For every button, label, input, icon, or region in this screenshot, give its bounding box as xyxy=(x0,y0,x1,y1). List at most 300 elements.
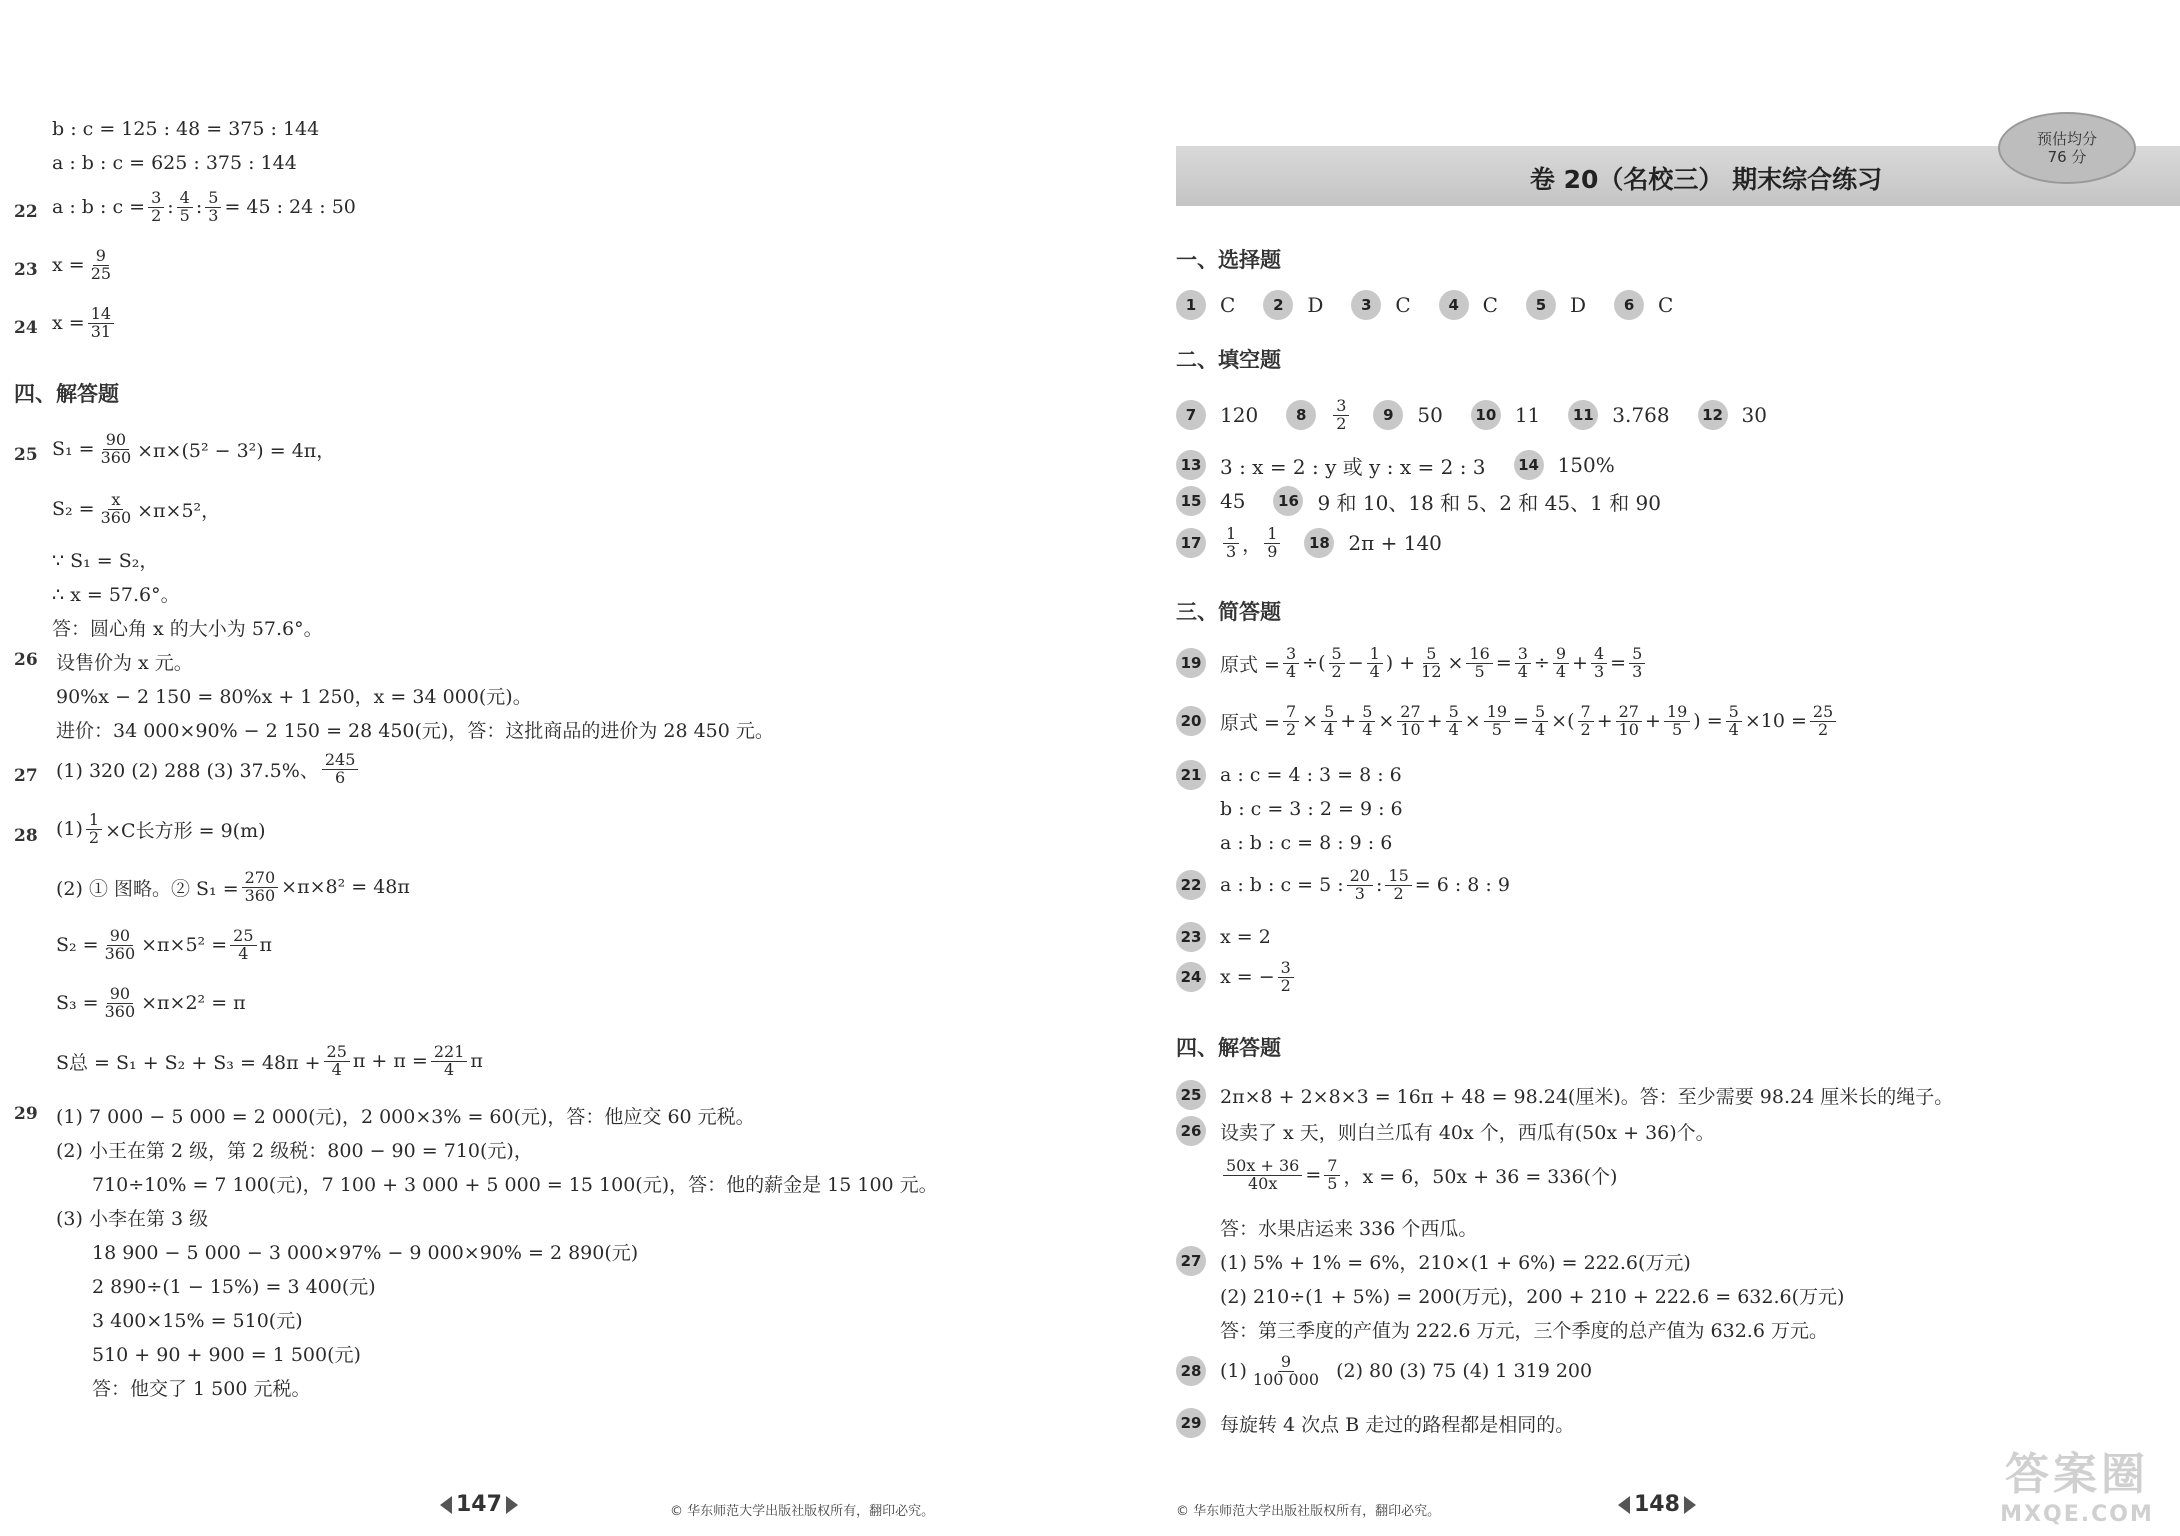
numerator: 5 xyxy=(1359,704,1375,722)
answer-text: D xyxy=(1307,293,1324,317)
answer-text: ×π×2² = π xyxy=(141,992,246,1015)
numerator: 3 xyxy=(1278,960,1294,978)
numerator: 5 xyxy=(1321,704,1337,722)
fraction xyxy=(1223,526,1239,561)
answer-text: S总 = S₁ + S₂ + S₃ = 48π + xyxy=(56,1051,321,1074)
answer-text: b : c = 125 : 48 = 375 : 144 xyxy=(52,118,320,140)
answer-text: ×π×5²， xyxy=(137,499,221,522)
numerator: 9 xyxy=(1553,646,1569,664)
triangle-right-icon xyxy=(506,1496,518,1514)
denominator: 2 xyxy=(1280,975,1291,995)
answer-text: (2) 小王在第 2 级，第 2 级税：800 − 90 = 710(元)， xyxy=(56,1140,533,1162)
answer-text: 每旋转 4 次点 B 走过的路程都是相同的。 xyxy=(1220,1413,1575,1436)
fraction xyxy=(148,190,164,225)
fill-row-17-18 xyxy=(1176,526,1470,561)
fraction xyxy=(102,986,139,1021)
numerator: 270 xyxy=(242,870,279,888)
numerator: 1 xyxy=(1367,646,1383,664)
denominator: 2 xyxy=(1580,719,1591,739)
numerator: 27 xyxy=(1616,704,1642,722)
numerator: 5 xyxy=(1446,704,1462,722)
denominator: 360 xyxy=(244,885,276,905)
answer-line-26b xyxy=(1220,1158,1617,1193)
answer-line-19 xyxy=(1176,646,1648,681)
answer-line xyxy=(1220,1214,1477,1241)
question-number: 19 xyxy=(1176,648,1206,678)
answer-text: 进价：34 000×90% − 2 150 = 28 450(元)，答：这批商品的进价为 28 450 元。 xyxy=(56,720,774,742)
denominator: 4 xyxy=(1448,719,1459,739)
denominator: 4 xyxy=(1369,661,1380,681)
denominator: 25 xyxy=(90,263,112,283)
question-number: 29 xyxy=(14,1104,38,1124)
answer-line xyxy=(56,648,193,675)
denominator: 2 xyxy=(1336,413,1347,433)
colon: : xyxy=(195,196,203,219)
answer-line xyxy=(1220,1282,1844,1309)
answer-line-27 xyxy=(56,752,361,787)
denominator: 4 xyxy=(444,1059,455,1079)
answer-line-24 xyxy=(1176,960,1297,995)
answer-text: a : b : c = 5 : xyxy=(1220,874,1344,897)
denominator: 5 xyxy=(1491,719,1502,739)
numerator: 14 xyxy=(88,306,114,324)
answer-line xyxy=(92,1306,303,1333)
choice-answers xyxy=(1176,290,1701,320)
answer-text: 710÷10% = 7 100(元)，7 100 + 3 000 + 5 000 = 15 100(元)，答：他的薪金是 15 100 元。 xyxy=(92,1174,938,1196)
answer-text: 答：圆心角 x 的大小为 57.6°。 xyxy=(52,618,323,640)
numerator: 1 xyxy=(86,812,102,830)
fraction xyxy=(86,812,102,847)
answer-text: ∵ S₁ = S₂， xyxy=(52,550,159,572)
fraction xyxy=(431,1044,468,1079)
question-number: 1 xyxy=(1176,290,1206,320)
answer-text: C xyxy=(1220,293,1236,317)
fraction xyxy=(1385,868,1411,903)
answer-line xyxy=(92,1340,361,1367)
fraction xyxy=(1726,704,1742,739)
fraction xyxy=(98,432,135,467)
question-number: 13 xyxy=(1176,450,1206,480)
fraction xyxy=(1466,646,1492,681)
question-number: 14 xyxy=(1514,450,1544,480)
section-title: 四、解答题 xyxy=(14,382,119,406)
denominator: 2 xyxy=(88,827,100,847)
denominator: 31 xyxy=(90,321,112,341)
answer-text: 150% xyxy=(1557,453,1615,477)
denominator: 3 xyxy=(208,205,219,225)
denominator: 12 xyxy=(1421,661,1442,681)
numerator: 3 xyxy=(1283,646,1299,664)
answer-text: 45 xyxy=(1220,489,1246,513)
answer-line xyxy=(1220,832,1392,854)
watermark-text: 答案圈 xyxy=(2005,1449,2149,1500)
answer-text: (1) 320 (2) 288 (3) 37.5%、 xyxy=(56,759,319,782)
question-number: 23 xyxy=(1176,922,1206,952)
denominator: 2 xyxy=(1331,661,1342,681)
fraction xyxy=(1578,704,1594,739)
fraction xyxy=(88,248,114,283)
operator: ÷ xyxy=(1533,652,1550,675)
answer-line-28d xyxy=(56,986,246,1021)
fraction xyxy=(1329,646,1345,681)
question-number: 6 xyxy=(1614,290,1644,320)
section-title: 二、填空题 xyxy=(1176,348,1281,372)
question-number: 28 xyxy=(14,826,38,846)
answer-line-28e xyxy=(56,1044,483,1079)
answer-text: x = xyxy=(52,254,85,277)
answer-line-25b xyxy=(52,492,220,527)
answer-line xyxy=(52,614,323,641)
answer-line-21a xyxy=(1176,760,1402,790)
answer-text: (1) 5% + 1% = 6%，210×(1 + 6%) = 222.6(万元) xyxy=(1220,1251,1691,1274)
answer-text: S₂ = xyxy=(52,498,95,521)
answer-line xyxy=(1220,798,1403,820)
question-number: 10 xyxy=(1471,400,1501,430)
answer-text: a : c = 4 : 3 = 8 : 6 xyxy=(1220,764,1402,786)
denominator: 3 xyxy=(1354,883,1365,903)
question-number: 8 xyxy=(1286,400,1316,430)
answer-text: 9 和 10、18 和 5、2 和 45、1 和 90 xyxy=(1317,490,1662,515)
operator: + xyxy=(1644,710,1661,733)
answer-line xyxy=(52,118,319,140)
answer-text: S₃ = xyxy=(56,992,99,1015)
answer-text: 2 890÷(1 − 15%) = 3 400(元) xyxy=(92,1276,376,1298)
copyright: © 华东师范大学出版社版权所有，翻印必究。 xyxy=(1176,1504,1441,1519)
denominator: 5 xyxy=(1671,719,1683,739)
denominator: 5 xyxy=(179,205,190,225)
page-title: 卷 20（名校三） 期末综合练习 xyxy=(1529,165,1883,194)
denominator: 5 xyxy=(1474,661,1485,681)
answer-line-23 xyxy=(52,248,117,283)
numerator: 25 xyxy=(230,928,256,946)
question-number: 26 xyxy=(14,650,38,670)
operator: + xyxy=(1572,652,1588,675)
fill-row-7-12 xyxy=(1176,398,1795,433)
denominator: 3 xyxy=(1593,661,1605,681)
answer-text: 答：他交了 1 500 元税。 xyxy=(92,1378,311,1400)
answer-text: ×π×8² = 48π xyxy=(281,876,410,899)
operator: = xyxy=(1513,710,1529,733)
page-number xyxy=(1618,1492,1696,1517)
answer-line xyxy=(52,546,158,573)
fraction xyxy=(1591,646,1607,681)
denominator: 4 xyxy=(1324,719,1335,739)
answer-text: (1) 7 000 − 5 000 = 2 000(元)，2 000×3% = 60(元)，答：他应交 60 元税。 xyxy=(56,1106,755,1128)
denominator: 2 xyxy=(1393,883,1404,903)
fraction xyxy=(1347,868,1373,903)
fraction xyxy=(1553,646,1569,681)
denominator: 4 xyxy=(1362,719,1373,739)
operator: ×10 = xyxy=(1744,710,1807,733)
answer-line-25 xyxy=(1176,1080,1953,1110)
operator: × xyxy=(1447,652,1464,675)
fraction xyxy=(1367,646,1383,681)
answer-line xyxy=(92,1238,638,1265)
answer-text: a : b : c = 625 : 375 : 144 xyxy=(52,152,297,174)
fraction xyxy=(1484,704,1510,739)
triangle-left-icon xyxy=(1618,1496,1630,1514)
denominator: 360 xyxy=(104,1001,136,1021)
question-number: 21 xyxy=(1176,760,1206,790)
fraction xyxy=(88,306,114,341)
fraction xyxy=(242,870,279,905)
fraction xyxy=(102,928,139,963)
answer-text: S₁ = xyxy=(52,438,95,461)
colon: : xyxy=(167,196,174,219)
section-title: 一、选择题 xyxy=(1176,248,1281,272)
answer-text: 90%x − 2 150 = 80%x + 1 250，x = 34 000(元)。 xyxy=(56,686,532,708)
fraction xyxy=(1418,646,1444,681)
answer-text: π + π = xyxy=(352,1050,428,1073)
question-number: 25 xyxy=(1176,1080,1206,1110)
answer-text: 2π×8 + 2×8×3 = 16π + 48 = 98.24(厘米)。答：至少需要 98.24 厘米长的绳子。 xyxy=(1220,1085,1954,1108)
denominator: 5 xyxy=(1327,1173,1338,1193)
page-number-text: 148 xyxy=(1634,1492,1680,1517)
fraction xyxy=(1333,398,1349,433)
operator: × xyxy=(1378,710,1395,733)
answer-text: 原式 = xyxy=(1220,711,1280,734)
answer-text: = 6 : 8 : 9 xyxy=(1414,874,1510,897)
denominator: 360 xyxy=(100,447,132,467)
answer-text: = 45 : 24 : 50 xyxy=(224,196,356,219)
answer-text: 18 900 − 5 000 − 3 000×97% − 9 000×90% = 2 890(元) xyxy=(92,1242,639,1264)
operator: + xyxy=(1596,710,1613,733)
numerator: 7 xyxy=(1283,704,1299,722)
numerator: 50x + 36 xyxy=(1223,1158,1302,1176)
answer-text: 510 + 90 + 900 = 1 500(元) xyxy=(92,1344,361,1366)
answer-text: (2) ① 图略。② S₁ = xyxy=(56,877,239,900)
answer-line xyxy=(92,1170,938,1197)
score-badge xyxy=(1998,112,2136,184)
numerator: 1 xyxy=(1223,526,1239,544)
denominator: 4 xyxy=(1517,661,1528,681)
question-number: 16 xyxy=(1273,486,1303,516)
answer-line xyxy=(92,1374,310,1401)
answer-text: 答：第三季度的产值为 222.6 万元，三个季度的总产值为 632.6 万元。 xyxy=(1220,1320,1828,1342)
numerator: 90 xyxy=(107,986,133,1004)
numerator: 20 xyxy=(1347,868,1373,886)
fraction xyxy=(1616,704,1642,739)
answer-text: C xyxy=(1658,293,1674,317)
numerator: 9 xyxy=(93,248,109,266)
fraction xyxy=(230,928,256,963)
numerator: 90 xyxy=(107,928,133,946)
answer-line-27a xyxy=(1176,1246,1691,1276)
watermark-url: MXQE.COM xyxy=(2000,1502,2154,1527)
answer-text: 2π + 140 xyxy=(1348,531,1442,556)
answer-text: 50 xyxy=(1417,403,1443,428)
answer-text: ×π×5² = xyxy=(141,934,228,957)
fraction xyxy=(1264,526,1280,561)
answer-text: ，x = 6，50x + 36 = 336(个) xyxy=(1343,1165,1618,1188)
question-number: 26 xyxy=(1176,1116,1206,1146)
answer-line xyxy=(56,1204,208,1231)
answer-line-22 xyxy=(52,190,356,225)
numerator: 1 xyxy=(1264,526,1280,544)
answer-line-23 xyxy=(1176,922,1271,952)
fraction xyxy=(1223,1158,1302,1193)
question-number: 11 xyxy=(1568,400,1598,430)
answer-line-25a xyxy=(52,432,335,467)
numerator: 5 xyxy=(205,190,221,208)
right-page xyxy=(1090,0,2180,1536)
fraction xyxy=(1664,704,1690,739)
numerator: 4 xyxy=(1591,646,1607,664)
answer-text: x = xyxy=(52,312,85,335)
copyright: © 华东师范大学出版社版权所有，翻印必究。 xyxy=(670,1504,935,1519)
answer-line xyxy=(52,152,297,174)
question-number: 3 xyxy=(1351,290,1381,320)
answer-text: x = 2 xyxy=(1220,926,1271,948)
watermark-logo xyxy=(1992,1438,2162,1528)
answer-text: 11 xyxy=(1514,403,1541,428)
question-number: 2 xyxy=(1263,290,1293,320)
answer-text: (2) 80 (3) 75 (4) 1 319 200 xyxy=(1336,1360,1593,1383)
operator: + xyxy=(1340,710,1357,733)
question-number: 7 xyxy=(1176,400,1206,430)
fraction xyxy=(324,1044,350,1079)
answer-line-28 xyxy=(1176,1354,1592,1389)
answer-line-26a xyxy=(1176,1116,1715,1146)
fraction xyxy=(205,190,221,225)
operator: + xyxy=(1426,710,1443,733)
operator: = xyxy=(1610,652,1627,675)
denominator: 4 xyxy=(331,1059,342,1079)
operator: ×( xyxy=(1551,710,1575,733)
numerator: x xyxy=(108,492,123,510)
numerator: 25 xyxy=(1810,704,1836,722)
numerator: 16 xyxy=(1466,646,1492,664)
numerator: 5 xyxy=(1329,646,1345,664)
answer-line-24 xyxy=(52,306,117,341)
triangle-right-icon xyxy=(1684,1496,1696,1514)
denominator: 3 xyxy=(1226,541,1237,561)
numerator: 25 xyxy=(324,1044,350,1062)
numerator: 90 xyxy=(103,432,129,450)
numerator: 7 xyxy=(1578,704,1594,722)
denominator: 2 xyxy=(1285,719,1297,739)
denominator: 2 xyxy=(151,205,162,225)
answer-text: 设卖了 x 天，则白兰瓜有 40x 个，西瓜有(50x + 36)个。 xyxy=(1220,1121,1715,1144)
numerator: 15 xyxy=(1385,868,1411,886)
answer-text: 答：水果店运来 336 个西瓜。 xyxy=(1220,1218,1478,1240)
denominator: 40x xyxy=(1247,1173,1278,1193)
answer-text: C xyxy=(1395,293,1411,317)
numerator: 3 xyxy=(1515,646,1531,664)
numerator: 221 xyxy=(431,1044,468,1062)
question-number: 28 xyxy=(1176,1356,1206,1386)
answer-line-29 xyxy=(1176,1408,1574,1438)
fraction xyxy=(322,752,359,787)
denominator: 4 xyxy=(1534,719,1546,739)
answer-text: ×π×(5² − 3²) = 4π， xyxy=(137,439,336,462)
operator: = xyxy=(1305,1164,1322,1187)
answer-text: (2) 210÷(1 + 5%) = 200(万元)，200 + 210 + 222.6 = 632.6(万元) xyxy=(1220,1286,1845,1308)
answer-line-28a xyxy=(56,812,266,847)
score-label: 预估均分 xyxy=(2036,130,2097,148)
comma: ， xyxy=(1242,533,1262,556)
question-number: 15 xyxy=(1176,486,1206,516)
numerator: 5 xyxy=(1726,704,1742,722)
answer-line-22 xyxy=(1176,868,1510,903)
question-number: 22 xyxy=(1176,870,1206,900)
fraction xyxy=(1359,704,1375,739)
page-number xyxy=(440,1492,518,1517)
question-number: 20 xyxy=(1176,706,1206,736)
numerator: 3 xyxy=(148,190,164,208)
answer-text: (3) 小李在第 3 级 xyxy=(56,1208,209,1230)
denominator: 360 xyxy=(100,507,132,527)
answer-line-20 xyxy=(1176,704,1839,739)
denominator: 4 xyxy=(1728,719,1739,739)
answer-text: π xyxy=(470,1050,483,1073)
question-number: 29 xyxy=(1176,1408,1206,1438)
denominator: 6 xyxy=(335,767,346,787)
operator: ÷( xyxy=(1302,652,1326,675)
fraction xyxy=(1278,960,1294,995)
question-number: 9 xyxy=(1373,400,1403,430)
denominator: 100 000 xyxy=(1252,1369,1320,1389)
fraction xyxy=(1397,704,1423,739)
denominator: 4 xyxy=(1285,661,1297,681)
numerator: 3 xyxy=(1333,398,1349,416)
answer-text: ∴ x = 57.6°。 xyxy=(52,584,180,606)
score-value: 76 分 xyxy=(2047,148,2087,166)
denominator: 4 xyxy=(1555,661,1567,681)
denominator: 10 xyxy=(1400,719,1421,739)
numerator: 19 xyxy=(1664,704,1690,722)
question-number: 18 xyxy=(1304,528,1334,558)
answer-text: S₂ = xyxy=(56,934,99,957)
fraction xyxy=(1532,704,1548,739)
operator: × xyxy=(1464,710,1481,733)
fraction xyxy=(1515,646,1531,681)
fraction xyxy=(1283,646,1299,681)
section-title: 四、解答题 xyxy=(1176,1036,1281,1060)
answer-line xyxy=(1220,1316,1828,1343)
answer-text: 30 xyxy=(1741,403,1767,428)
answer-line xyxy=(56,716,774,743)
section-title: 三、简答题 xyxy=(1176,600,1281,624)
answer-text: 原式 = xyxy=(1220,653,1280,676)
denominator: 3 xyxy=(1632,661,1643,681)
denominator: 10 xyxy=(1618,719,1639,739)
fraction xyxy=(1629,646,1645,681)
numerator: 5 xyxy=(1423,646,1439,664)
numerator: 4 xyxy=(177,190,193,208)
operator: : xyxy=(1375,874,1383,897)
operator: ) + xyxy=(1385,652,1416,675)
operator: = xyxy=(1495,652,1512,675)
answer-line xyxy=(56,1136,533,1163)
answer-text: a : b : c = xyxy=(52,196,146,219)
operator: × xyxy=(1302,710,1319,733)
fraction xyxy=(1321,704,1337,739)
answer-text: (1) xyxy=(1220,1360,1247,1383)
question-number: 17 xyxy=(1176,528,1206,558)
fraction xyxy=(98,492,135,527)
answer-text: C xyxy=(1482,293,1498,317)
answer-line xyxy=(56,1102,755,1129)
numerator: 5 xyxy=(1629,646,1645,664)
answer-line xyxy=(92,1272,376,1299)
question-number: 4 xyxy=(1439,290,1469,320)
numerator: 19 xyxy=(1484,704,1510,722)
answer-text: D xyxy=(1569,293,1587,317)
question-number: 24 xyxy=(14,318,38,338)
question-number: 12 xyxy=(1698,400,1728,430)
fill-row-15-16 xyxy=(1176,486,1689,516)
